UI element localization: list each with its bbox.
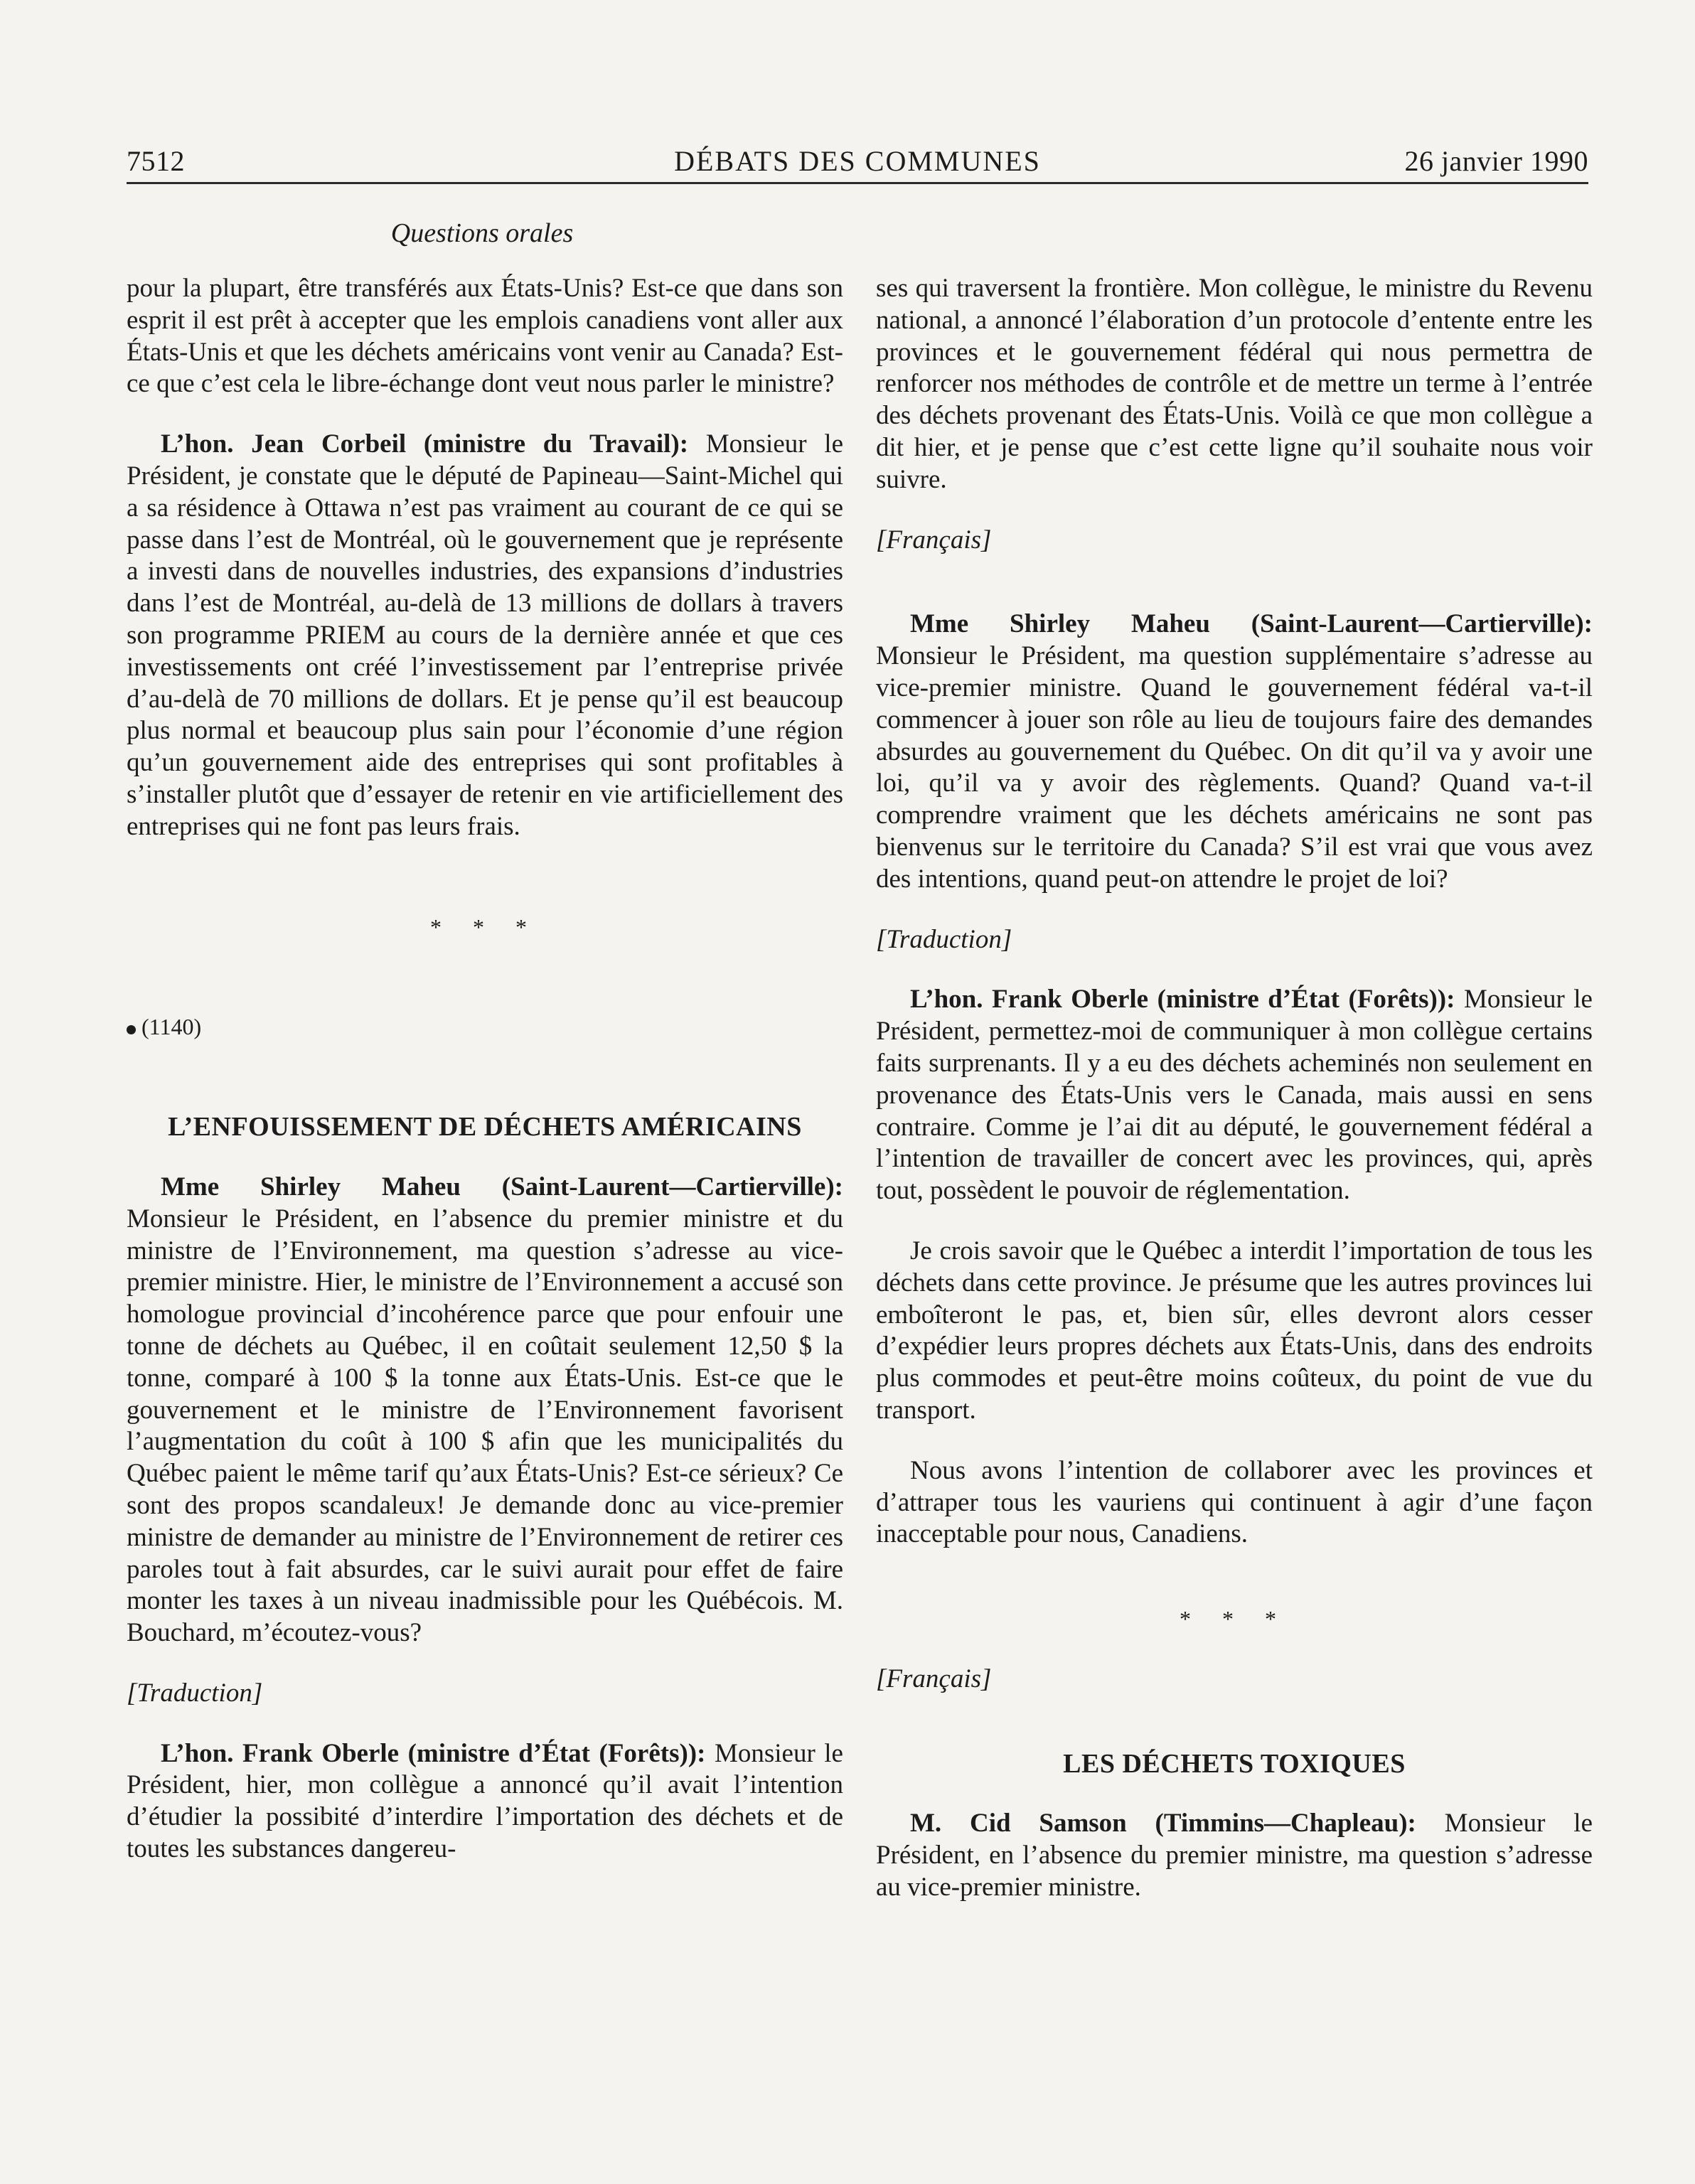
speech-paragraph — [876, 984, 1593, 1207]
speech-paragraph — [127, 429, 843, 842]
speech-text: Monsieur le Président, hier, mon collègue a annoncé qu’il avait l’intention d’étudier la possibité d’interdire l’importation des déchets et de toutes les substances dangereu- — [127, 1738, 843, 1864]
speaker-name: L’hon. Jean Corbeil (ministre du Travail): — [161, 429, 689, 459]
left-column — [127, 273, 843, 1866]
speech-text: Monsieur le Président, en l’absence du premier ministre, ma question s’adresse au vice-premier ministre. — [876, 1809, 1593, 1902]
language-note: [Français] — [876, 525, 992, 555]
page-number: 7512 — [127, 145, 185, 177]
publication-date: 26 janvier 1990 — [1404, 145, 1588, 177]
speaker-name: M. Cid Samson (Timmins—Chapleau): — [910, 1809, 1416, 1838]
section-label: Questions orales — [390, 218, 574, 248]
section-heading: LES DÉCHETS TOXIQUES — [1063, 1748, 1406, 1779]
time-stamp: (1140) — [141, 1014, 202, 1040]
paragraph: pour la plupart, être transférés aux États-Unis? Est-ce que dans son esprit il est prêt à accepter que les emplois canadiens vont aller aux États-Unis et que les déchets américains vont venir au Canada? Est-ce que c’est cela le libre-échange dont veut nous parler le ministre? — [127, 274, 843, 399]
page-header — [127, 139, 1588, 184]
speech-text: Monsieur le Président, en l’absence du premier ministre et du ministre de l’Environnement, ma question s’adresse au vice-premier ministre. Hier, le ministre de l’Environnement a accusé son homologue provincial d’incohérence parce que pour enfouir une tonne de déchets au Québec, il en coûtait seulement 12,50 $ la tonne, comparé à 100 $ la tonne aux États-Unis. Est-ce que le gouvernement et le ministre de l’Environnement favorisent l’augmentation du coût à 100 $ afin que les municipalités du Québec paient le même tarif qu’aux États-Unis? Est-ce sérieux? Ce sont des propos scandaleux! Je demande donc au vice-premier ministre de demander au ministre de l’Environnement de retirer ces paroles tout à fait absurdes, car le suivi aurait pour effet de faire monter les taxes à un niveau inadmissible pour les Québécois. M. Bouchard, m’écoutez-vous? — [127, 1204, 843, 1648]
language-note: [Français] — [876, 1664, 992, 1693]
speaker-name: L’hon. Frank Oberle (ministre d’État (Forêts)): — [161, 1738, 706, 1768]
right-column — [876, 273, 1593, 1904]
speech-paragraph — [127, 1172, 843, 1649]
section-heading: L’ENFOUISSEMENT DE DÉCHETS AMÉRICAINS — [168, 1112, 802, 1142]
bullet-icon — [127, 1025, 136, 1034]
paragraph: Nous avons l’intention de collaborer avec les provinces et d’attraper tous les vauriens qui continuent à agir d’une façon inacceptable pour nous, Canadiens. — [876, 1455, 1593, 1549]
speaker-name: Mme Shirley Maheu (Saint-Laurent—Cartierville): — [910, 609, 1593, 639]
speech-paragraph — [876, 609, 1593, 895]
speaker-name: L’hon. Frank Oberle (ministre d’État (Forêts)): — [910, 985, 1455, 1015]
speech-text: Monsieur le Président, je constate que le député de Papineau—Saint-Michel qui a sa résidence à Ottawa n’est pas vraiment au courant de ce qui se passe dans l’est de Montréal, où le gouvernement que je représente a investi dans de nouvelles industries, des expansions d’industries dans l’est de Montréal, au-delà de 13 millions de dollars à travers son programme PRIEM au cours de la dernière année et que ces investissements ont créé l’investissement par l’entreprise privée d’au-delà de 70 millions de dollars. Et je pense qu’il est beaucoup plus normal et beaucoup plus sain pour l’économie d’une région qu’un gouvernement aide des entreprises qui sont profitables à s’installer plutôt que d’essayer de retenir en vie artificiellement des entreprises qui ne font pas leurs frais. — [127, 429, 843, 841]
section-separator: * * * — [1180, 1606, 1289, 1632]
time-marker — [127, 1011, 843, 1043]
language-note: [Traduction] — [127, 1678, 263, 1708]
speech-paragraph — [127, 1738, 843, 1866]
paragraph: Je crois savoir que le Québec a interdit l’importation de tous les déchets dans cette province. Je présume que les autres provinces lui emboîteront le pas, et, bien sûr, elles devront alors cesser d’expédier leurs propres déchets aux États-Unis, dans des endroits plus commodes et peut-être moins coûteux, du point de vue du transport. — [876, 1236, 1593, 1425]
paragraph: ses qui traversent la frontière. Mon collègue, le ministre du Revenu national, a annoncé l’élaboration d’un protocole d’entente entre les provinces et le gouvernement fédéral qui nous permettra de renforcer nos méthodes de contrôle et de mettre un terme à l’entrée des déchets provenant des États-Unis. Voilà ce que mon collègue a dit hier, et je pense que c’est cette ligne qu’il souhaite nous voir suivre. — [876, 274, 1593, 494]
speech-text: Monsieur le Président, ma question supplémentaire s’adresse au vice-premier ministre. Quand le gouvernement fédéral va-t-il commencer à jouer son rôle au lieu de toujours faire des demandes absurdes au gouvernement du Québec. On dit qu’il va y avoir une loi, qu’il va y avoir des règlements. Quand? Quand va-t-il comprendre vraiment que les déchets américains ne sont pas bienvenus sur le territoire du Canada? S’il est vrai que vous avez des intentions, quand peut-on attendre le projet de loi? — [876, 641, 1593, 894]
speech-text: Monsieur le Président, permettez-moi de communiquer à mon collègue certains faits surprenants. Il y a eu des déchets acheminés non seulement en provenance des États-Unis vers le Canada, mais aussi en sens contraire. Comme je l’ai dit au député, le gouvernement fédéral a l’intention de travailler de concert avec les provinces, qui, après tout, possèdent le pouvoir de réglementation. — [876, 985, 1593, 1206]
section-separator: * * * — [430, 914, 540, 940]
speaker-name: Mme Shirley Maheu (Saint-Laurent—Cartierville): — [161, 1172, 843, 1201]
speech-paragraph — [876, 1808, 1593, 1903]
language-note: [Traduction] — [876, 924, 1012, 954]
publication-title: DÉBATS DES COMMUNES — [674, 145, 1041, 177]
